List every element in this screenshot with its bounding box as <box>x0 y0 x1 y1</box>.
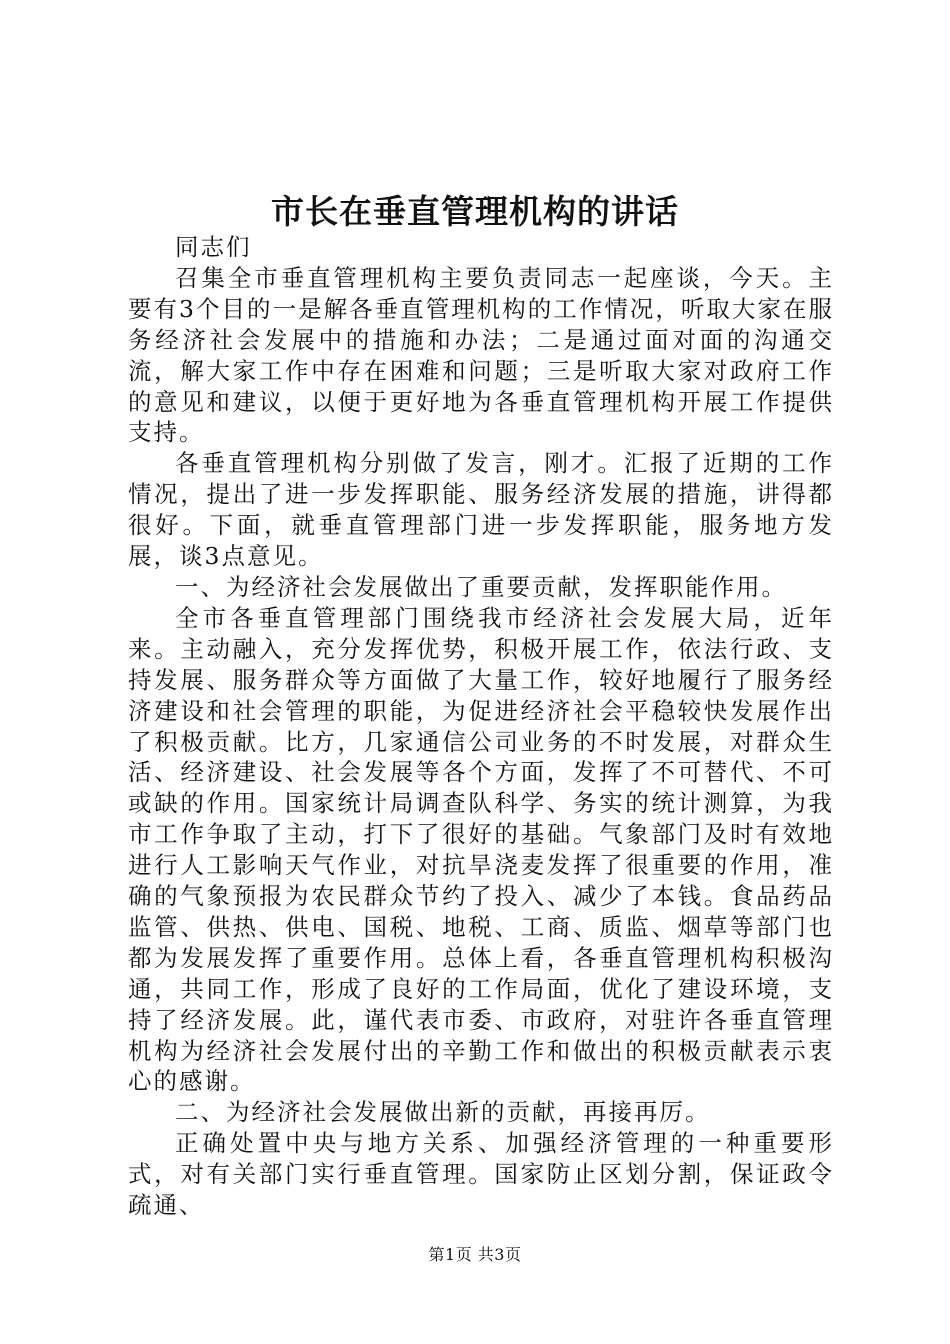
document-body <box>128 232 834 1221</box>
paragraph-contributions: 全市各垂直管理部门围绕我市经济社会发展大局，近年来。主动融入，充分发挥优势，积极开展工作，依法行政、支持发展、服务群众等方面做了大量工作，较好地履行了服务经济建设和社会管理的职能，为促进经济社会平稳较快发展作出了积极贡献。比方，几家通信公司业务的不时发展，对群众生活、经济建设、社会发展等各个方面，发挥了不可替代、不可或缺的作用。国家统计局调查队科学、务实的统计测算，为我市工作争取了主动，打下了很好的基础。气象部门及时有效地进行人工影响天气作业，对抗旱浇麦发挥了很重要的作用，准确的气象预报为农民群众节约了投入、减少了本钱。食品药品监管、供热、供电、国税、地税、工商、质监、烟草等部门也都为发展发挥了重要作用。总体上看，各垂直管理机构积极沟通，共同工作，形成了良好的工作局面，优化了建设环境，支持了经济发展。此，谨代表市委、市政府，对驻许各垂直管理机构为经济社会发展付出的辛勤工作和做出的积极贡献表示衷心的感谢。 <box>128 603 834 1096</box>
paragraph-vertical-management: 正确处置中央与地方关系、加强经济管理的一种重要形式，对有关部门实行垂直管理。国家防止区划分割，保证政令疏通、 <box>128 1129 834 1220</box>
section-heading-1: 一、为经济社会发展做出了重要贡献，发挥职能作用。 <box>175 572 787 601</box>
salutation: 同志们 <box>175 233 252 261</box>
paragraph-intro: 召集全市垂直管理机构主要负责同志一起座谈，今天。主要有3个目的一是解各垂直管理机构的工作情况，听取大家在服务经济社会发展中的措施和办法；二是通过面对面的沟通交流，解大家工作中存在困难和问题；三是听取大家对政府工作的意见和建议，以便于更好地为各垂直管理机构开展工作提供支持。 <box>128 263 834 447</box>
document-title: 市长在垂直管理机构的讲话 <box>271 192 679 231</box>
paragraph-overview: 各垂直管理机构分别做了发言，刚才。汇报了近期的工作情况，提出了进一步发挥职能、服务经济发展的措施，讲得都很好。下面，就垂直管理部门进一步发挥职能，服务地方发展，谈3点意见。 <box>128 449 834 571</box>
section-heading-2: 二、为经济社会发展做出新的贡献，再接再厉。 <box>175 1098 711 1127</box>
page-number-footer: 第1页 共3页 <box>428 1245 522 1264</box>
